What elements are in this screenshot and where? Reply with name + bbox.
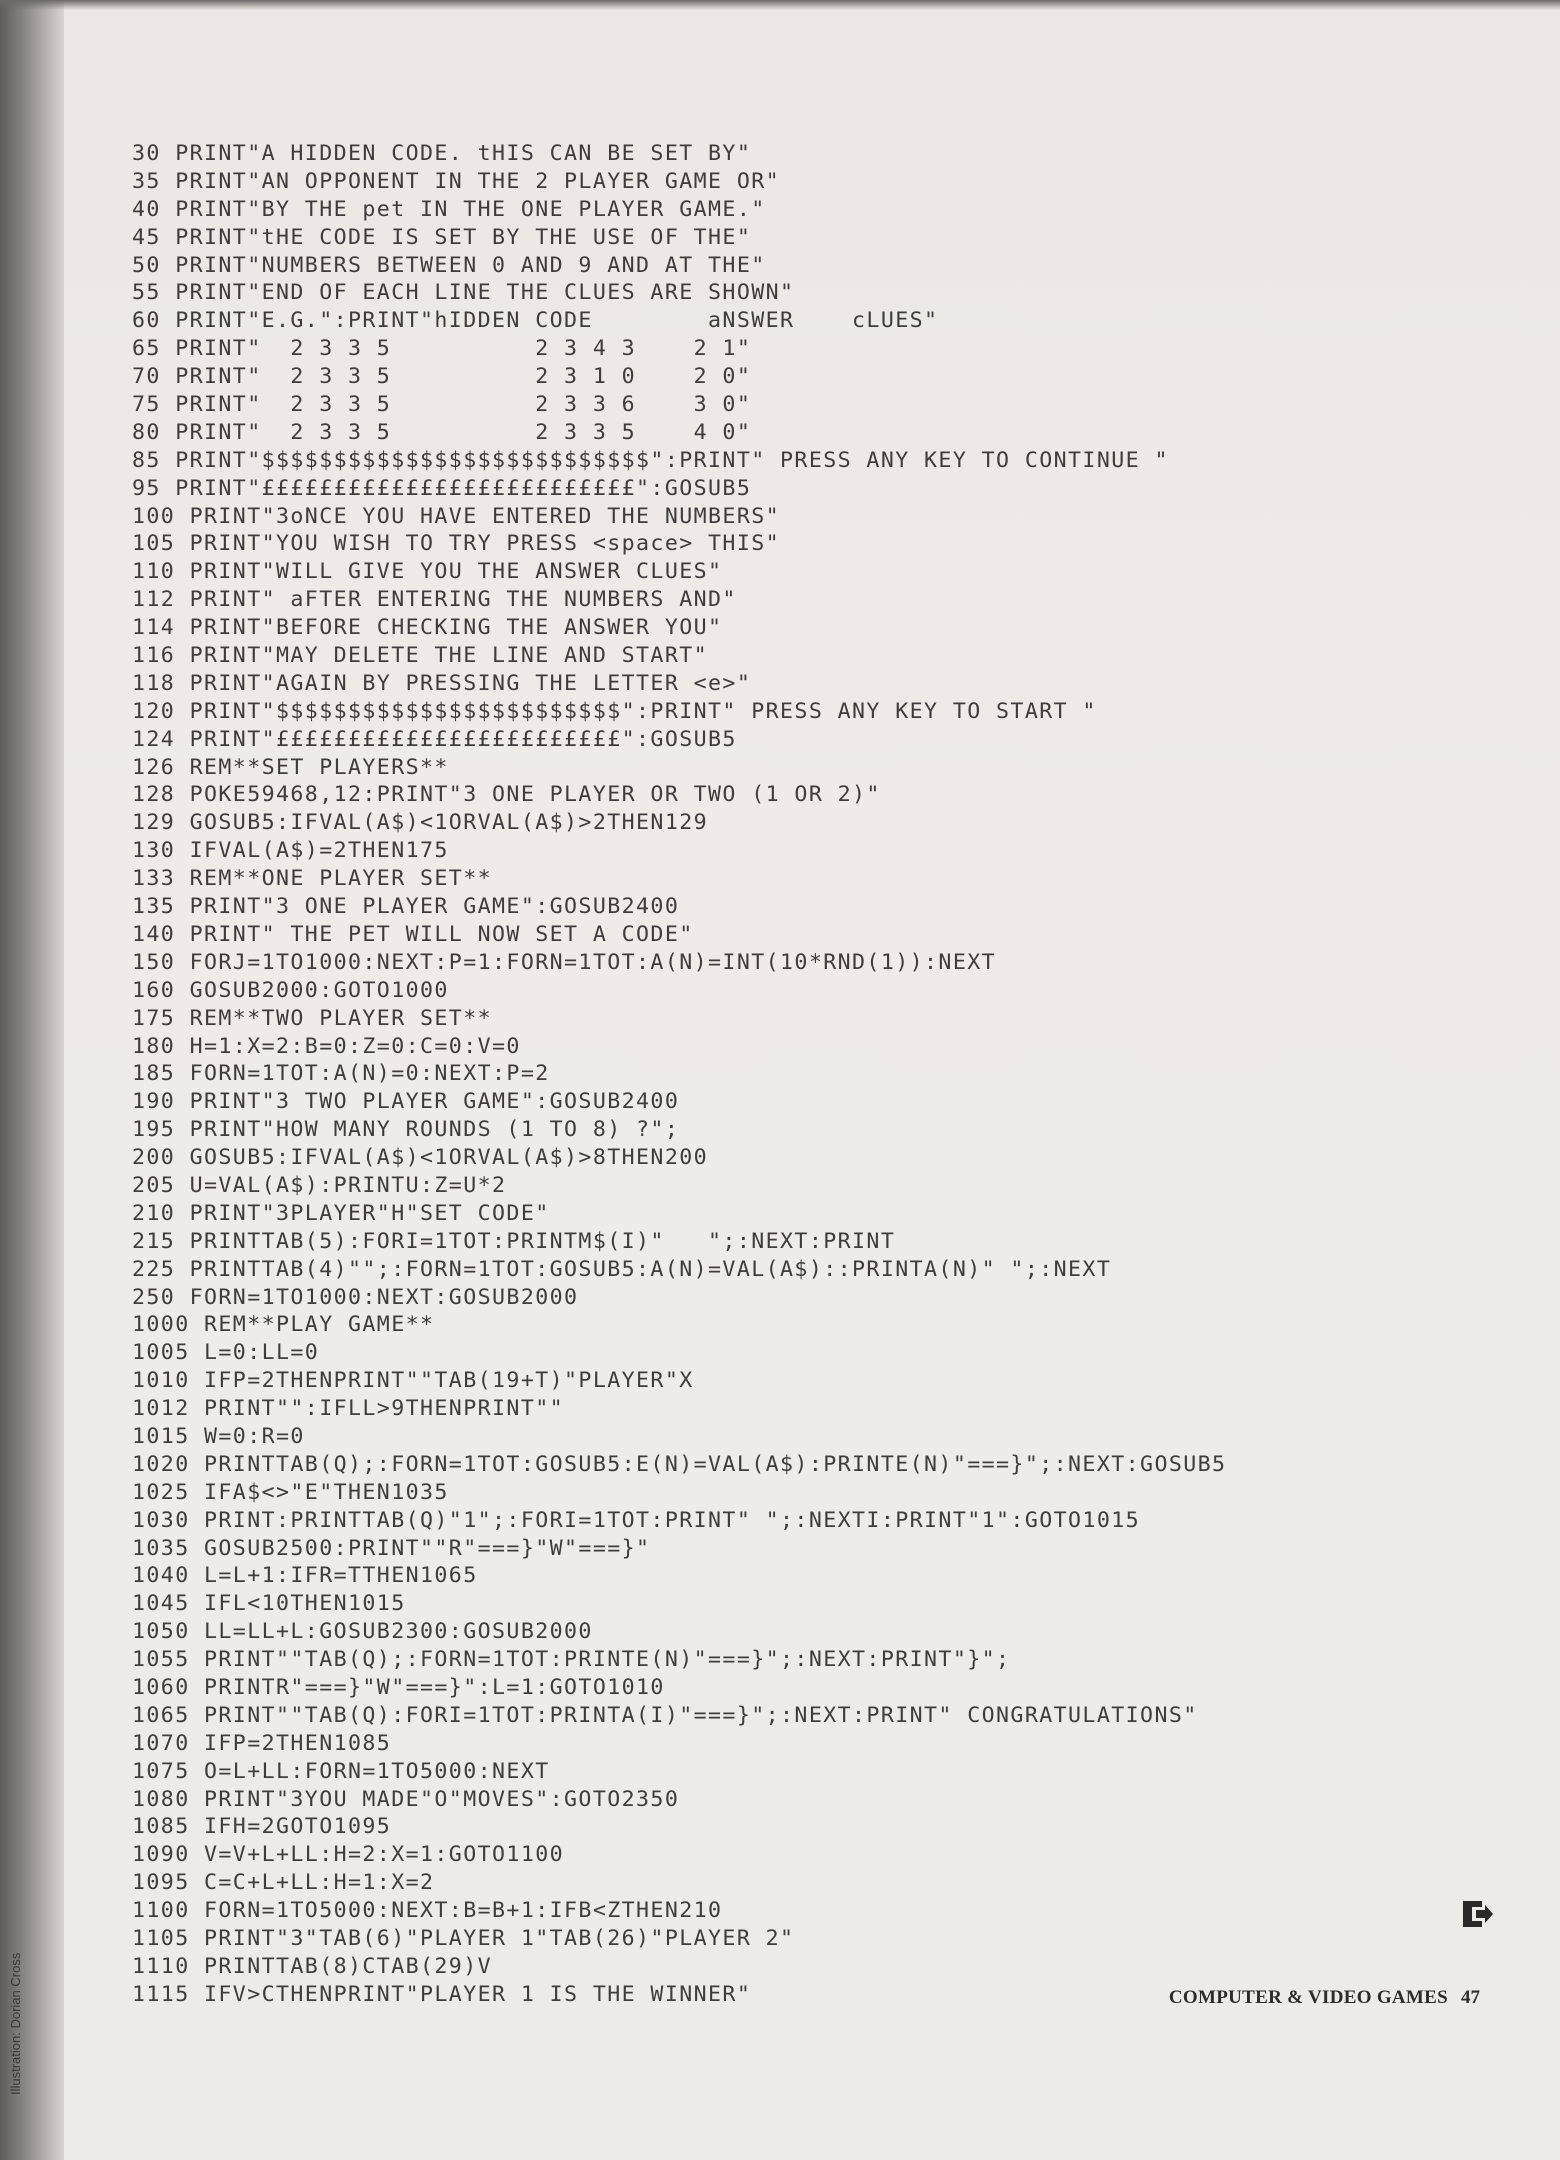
code-line: 1090 V=V+L+LL:H=2:X=1:GOTO1100 bbox=[132, 1842, 565, 1868]
code-line: 1080 PRINT"3YOU MADE"O"MOVES":GOTO2350 bbox=[132, 1786, 680, 1812]
code-line: 1000 REM**PLAY GAME** bbox=[132, 1312, 435, 1338]
code-line: 120 PRINT"$$$$$$$$$$$$$$$$$$$$$$$$":PRINT" PRESS ANY KEY TO START " bbox=[132, 698, 1097, 724]
code-line: 65 PRINT" 2 3 3 5 2 3 4 3 2 1" bbox=[132, 336, 752, 362]
code-line: 1005 L=0:LL=0 bbox=[132, 1340, 320, 1366]
code-line: 215 PRINTTAB(5):FORI=1TOT:PRINTM$(I)" ";:NEXT:PRINT bbox=[132, 1228, 896, 1254]
code-line: 150 FORJ=1TO1000:NEXT:P=1:FORN=1TOT:A(N)=INT(10*RND(1)):NEXT bbox=[132, 949, 997, 975]
code-line: 140 PRINT" THE PET WILL NOW SET A CODE" bbox=[132, 921, 694, 947]
code-line: 130 IFVAL(A$)=2THEN175 bbox=[132, 838, 449, 864]
code-line: 129 GOSUB5:IFVAL(A$)<1ORVAL(A$)>2THEN129 bbox=[132, 810, 709, 836]
code-line: 1020 PRINTTAB(Q);:FORN=1TOT:GOSUB5:E(N)=VAL(A$):PRINTE(N)"===}";:NEXT:GOSUB5 bbox=[132, 1451, 1227, 1477]
code-line: 200 GOSUB5:IFVAL(A$)<1ORVAL(A$)>8THEN200 bbox=[132, 1145, 709, 1171]
code-line: 135 PRINT"3 ONE PLAYER GAME":GOSUB2400 bbox=[132, 894, 680, 920]
code-line: 116 PRINT"MAY DELETE THE LINE AND START" bbox=[132, 643, 709, 669]
code-line: 1040 L=L+1:IFR=TTHEN1065 bbox=[132, 1563, 478, 1589]
code-line: 128 POKE59468,12:PRINT"3 ONE PLAYER OR TWO (1 OR 2)" bbox=[132, 782, 881, 808]
code-line: 114 PRINT"BEFORE CHECKING THE ANSWER YOU" bbox=[132, 615, 723, 641]
code-line: 85 PRINT"$$$$$$$$$$$$$$$$$$$$$$$$$$$":PRINT" PRESS ANY KEY TO CONTINUE " bbox=[132, 447, 1169, 473]
code-line: 195 PRINT"HOW MANY ROUNDS (1 TO 8) ?"; bbox=[132, 1117, 680, 1143]
continue-arrow-icon bbox=[1460, 1897, 1494, 1931]
code-line: 55 PRINT"END OF EACH LINE THE CLUES ARE SHOWN" bbox=[132, 280, 795, 306]
code-line: 185 FORN=1TOT:A(N)=0:NEXT:P=2 bbox=[132, 1061, 550, 1087]
code-line: 250 FORN=1TO1000:NEXT:GOSUB2000 bbox=[132, 1284, 579, 1310]
code-line: 75 PRINT" 2 3 3 5 2 3 3 6 3 0" bbox=[132, 392, 752, 418]
code-line: 1115 IFV>CTHENPRINT"PLAYER 1 IS THE WINNER" bbox=[132, 1981, 752, 2007]
code-line: 175 REM**TWO PLAYER SET** bbox=[132, 1005, 493, 1031]
code-line: 1050 LL=LL+L:GOSUB2300:GOSUB2000 bbox=[132, 1619, 593, 1645]
code-line: 1085 IFH=2GOTO1095 bbox=[132, 1814, 392, 1840]
footer-magazine-name: COMPUTER & VIDEO GAMES bbox=[1168, 1987, 1448, 2008]
code-line: 112 PRINT" aFTER ENTERING THE NUMBERS AND" bbox=[132, 587, 737, 613]
code-line: 1070 IFP=2THEN1085 bbox=[132, 1730, 392, 1756]
code-line: 1075 O=L+LL:FORN=1TO5000:NEXT bbox=[132, 1758, 550, 1784]
code-line: 1065 PRINT""TAB(Q):FORI=1TOT:PRINTA(I)"===}";:NEXT:PRINT" CONGRATULATIONS" bbox=[132, 1702, 1198, 1728]
code-line: 50 PRINT"NUMBERS BETWEEN 0 AND 9 AND AT THE" bbox=[132, 252, 766, 278]
code-line: 1012 PRINT"":IFLL>9THENPRINT"" bbox=[132, 1396, 565, 1422]
code-line: 1100 FORN=1TO5000:NEXT:B=B+1:IFB<ZTHEN210 bbox=[132, 1898, 723, 1924]
code-line: 1025 IFA$<>"E"THEN1035 bbox=[132, 1479, 449, 1505]
code-line: 30 PRINT"A HIDDEN CODE. tHIS CAN BE SET BY" bbox=[132, 141, 752, 166]
code-line: 110 PRINT"WILL GIVE YOU THE ANSWER CLUES" bbox=[132, 559, 723, 585]
program-listing bbox=[132, 140, 1462, 2009]
code-line: 1055 PRINT""TAB(Q);:FORN=1TOT:PRINTE(N)"===}";:NEXT:PRINT"}"; bbox=[132, 1647, 1011, 1673]
footer-page-number: 47 bbox=[1461, 1987, 1480, 2008]
code-line: 225 PRINTTAB(4)"";:FORN=1TOT:GOSUB5:A(N)=VAL(A$)::PRINTA(N)" ";:NEXT bbox=[132, 1256, 1112, 1282]
code-line: 80 PRINT" 2 3 3 5 2 3 3 5 4 0" bbox=[132, 419, 752, 445]
code-line: 180 H=1:X=2:B=0:Z=0:C=0:V=0 bbox=[132, 1033, 521, 1059]
code-line: 126 REM**SET PLAYERS** bbox=[132, 754, 449, 780]
code-line: 1095 C=C+L+LL:H=1:X=2 bbox=[132, 1870, 435, 1896]
code-line: 1015 W=0:R=0 bbox=[132, 1423, 305, 1449]
code-line: 160 GOSUB2000:GOTO1000 bbox=[132, 977, 449, 1003]
code-line: 95 PRINT"££££££££££££££££££££££££££":GOSUB5 bbox=[132, 475, 752, 501]
code-line: 210 PRINT"3PLAYER"H"SET CODE" bbox=[132, 1200, 550, 1226]
code-line: 40 PRINT"BY THE pet IN THE ONE PLAYER GAME." bbox=[132, 196, 766, 222]
code-line: 100 PRINT"3oNCE YOU HAVE ENTERED THE NUMBERS" bbox=[132, 503, 781, 529]
code-line: 70 PRINT" 2 3 3 5 2 3 1 0 2 0" bbox=[132, 364, 752, 390]
code-line: 60 PRINT"E.G.":PRINT"hIDDEN CODE aNSWER cLUES" bbox=[132, 308, 939, 334]
code-line: 124 PRINT"££££££££££££££££££££££££":GOSUB5 bbox=[132, 726, 737, 752]
code-line: 1010 IFP=2THENPRINT""TAB(19+T)"PLAYER"X bbox=[132, 1368, 694, 1394]
code-line: 190 PRINT"3 TWO PLAYER GAME":GOSUB2400 bbox=[132, 1089, 680, 1115]
page-top-shadow bbox=[0, 0, 1560, 10]
code-line: 1045 IFL<10THEN1015 bbox=[132, 1591, 406, 1617]
code-line: 118 PRINT"AGAIN BY PRESSING THE LETTER <e>" bbox=[132, 670, 752, 696]
code-line: 35 PRINT"AN OPPONENT IN THE 2 PLAYER GAME OR" bbox=[132, 168, 781, 194]
code-line: 1030 PRINT:PRINTTAB(Q)"1";:FORI=1TOT:PRINT" ";:NEXTI:PRINT"1":GOTO1015 bbox=[132, 1507, 1141, 1533]
code-line: 205 U=VAL(A$):PRINTU:Z=U*2 bbox=[132, 1172, 507, 1198]
code-line: 105 PRINT"YOU WISH TO TRY PRESS <space> THIS" bbox=[132, 531, 781, 557]
code-line: 1060 PRINTR"===}"W"===}":L=1:GOTO1010 bbox=[132, 1674, 665, 1700]
code-line: 1035 GOSUB2500:PRINT""R"===}"W"===}" bbox=[132, 1535, 651, 1561]
code-line: 45 PRINT"tHE CODE IS SET BY THE USE OF THE" bbox=[132, 224, 752, 250]
code-line: 1105 PRINT"3"TAB(6)"PLAYER 1"TAB(26)"PLAYER 2" bbox=[132, 1926, 795, 1951]
code-line: 133 REM**ONE PLAYER SET** bbox=[132, 866, 493, 892]
code-line: 1110 PRINTTAB(8)CTAB(29)V bbox=[132, 1953, 493, 1979]
illustration-credit: Illustration: Dorian Cross bbox=[8, 1952, 23, 2095]
